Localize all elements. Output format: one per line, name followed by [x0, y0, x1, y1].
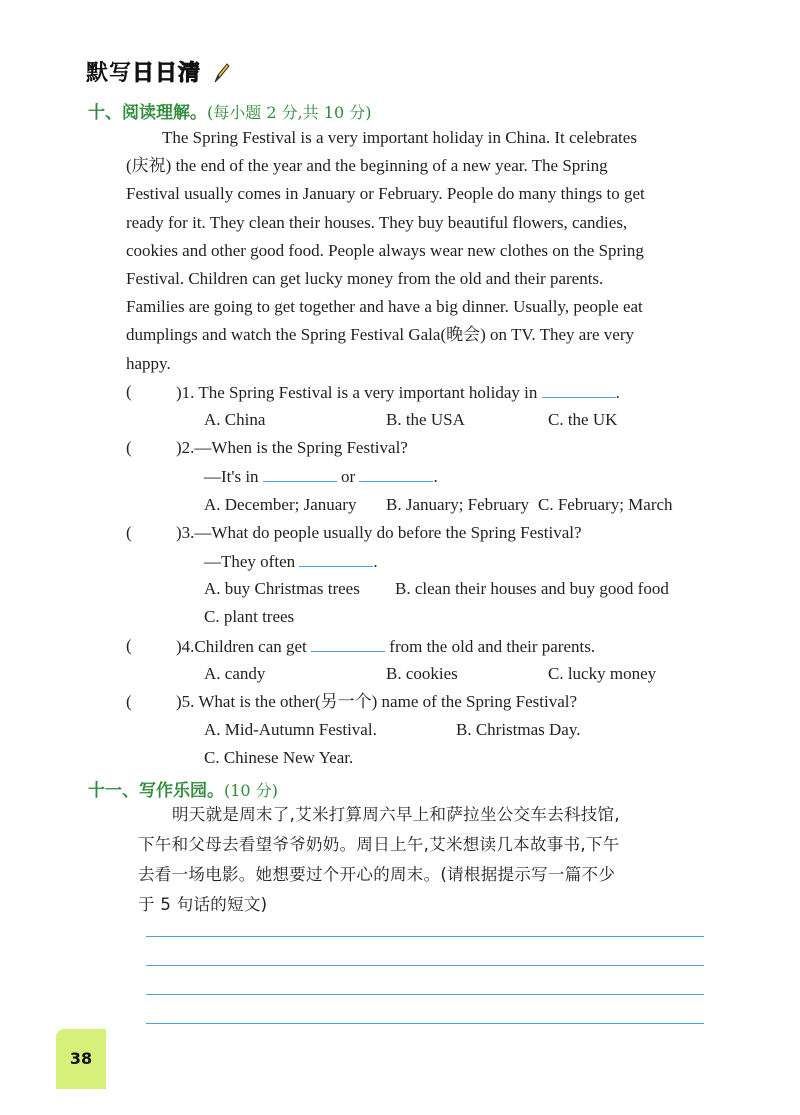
q4-option-c: C. lucky money	[548, 664, 657, 683]
q1-option-c: C. the UK	[548, 410, 618, 429]
section-11-title	[88, 776, 278, 801]
answer-blank[interactable]	[542, 381, 616, 398]
q5-option-a: A. Mid-Autumn Festival.	[204, 720, 377, 739]
q1-option-b: B. the USA	[386, 410, 465, 429]
passage-line: Festival usually comes in January or February. People do many things to get	[126, 184, 645, 204]
question-5: )5. What is the other(另一个) name of the Spring Festival?	[176, 692, 578, 711]
question-1-paren[interactable]: (	[126, 382, 132, 401]
answer-blank[interactable]	[299, 550, 373, 567]
prompt-line: 于 5 句话的短文)	[138, 895, 268, 914]
writing-line[interactable]	[146, 936, 704, 937]
writing-line[interactable]	[146, 994, 704, 995]
q1-option-a: A. China	[204, 410, 266, 429]
q3-option-c: C. plant trees	[204, 607, 295, 626]
section-10-title	[88, 98, 371, 123]
passage-line: (庆祝) the end of the year and the beginning of a new year. The Spring	[126, 156, 608, 176]
question-4: )4.Children can get from the old and their parents.	[176, 637, 596, 656]
passage-line: The Spring Festival is a very important holiday in China. It celebrates	[162, 128, 637, 147]
question-2-answer: —It's in or .	[204, 467, 438, 486]
answer-blank[interactable]	[359, 465, 433, 482]
answer-blank[interactable]	[263, 465, 337, 482]
passage-line: Festival. Children can get lucky money from the old and their parents.	[126, 269, 604, 289]
q3-option-a: A. buy Christmas trees	[204, 579, 360, 598]
q3-option-b: B. clean their houses and buy good food	[395, 579, 669, 598]
pen-icon	[212, 62, 230, 84]
section-11-heading: 十一、写作乐园。	[88, 781, 224, 801]
q2-option-c: C. February; March	[538, 495, 673, 514]
question-1: )1. The Spring Festival is a very important holiday in .	[176, 383, 620, 402]
prompt-line: 明天就是周末了,艾米打算周六早上和萨拉坐公交车去科技馆,	[172, 805, 620, 824]
logo-text-2: 日日清	[132, 61, 202, 86]
q5-option-b: B. Christmas Day.	[456, 720, 581, 739]
section-11-points: (10 分)	[224, 781, 278, 800]
writing-prompt	[138, 800, 704, 920]
question-2-paren[interactable]: (	[126, 438, 132, 457]
logo-text-1: 默写	[86, 61, 133, 86]
passage-line: cookies and other good food. People always wear new clothes on the Spring	[126, 240, 644, 260]
prompt-line: 去看一场电影。她想要过个开心的周末。(请根据提示写一篇不少	[138, 865, 616, 884]
passage-line: happy.	[126, 353, 171, 373]
page-number: 38	[56, 1029, 106, 1089]
answer-blank[interactable]	[311, 635, 385, 652]
passage-line: Families are going to get together and have a big dinner. Usually, people eat	[126, 297, 643, 317]
section-10-heading: 十、阅读理解。	[88, 103, 207, 123]
q2-option-b: B. January; February	[386, 495, 530, 514]
prompt-line: 下午和父母去看望爷爷奶奶。周日上午,艾米想读几本故事书,下午	[138, 835, 620, 854]
q2-option-a: A. December; January	[204, 495, 357, 514]
question-4-paren[interactable]: (	[126, 636, 132, 655]
q4-option-b: B. cookies	[386, 664, 458, 683]
writing-line[interactable]	[146, 965, 704, 966]
series-logo	[86, 60, 230, 88]
question-5-paren[interactable]: (	[126, 692, 132, 711]
passage-line: dumplings and watch the Spring Festival Gala(晚会) on TV. They are very	[126, 325, 635, 345]
section-10-points: (每小题 2 分,共 10 分)	[207, 103, 372, 122]
question-2: )2.—When is the Spring Festival?	[176, 438, 408, 457]
writing-line[interactable]	[146, 1023, 704, 1024]
question-3-paren[interactable]: (	[126, 523, 132, 542]
question-3: )3.—What do people usually do before the Spring Festival?	[176, 523, 582, 542]
passage-line: ready for it. They clean their houses. They buy beautiful flowers, candies,	[126, 212, 628, 232]
q5-option-c: C. Chinese New Year.	[204, 748, 354, 767]
reading-passage	[126, 124, 704, 378]
question-3-answer: —They often .	[204, 552, 378, 571]
q4-option-a: A. candy	[204, 664, 266, 683]
